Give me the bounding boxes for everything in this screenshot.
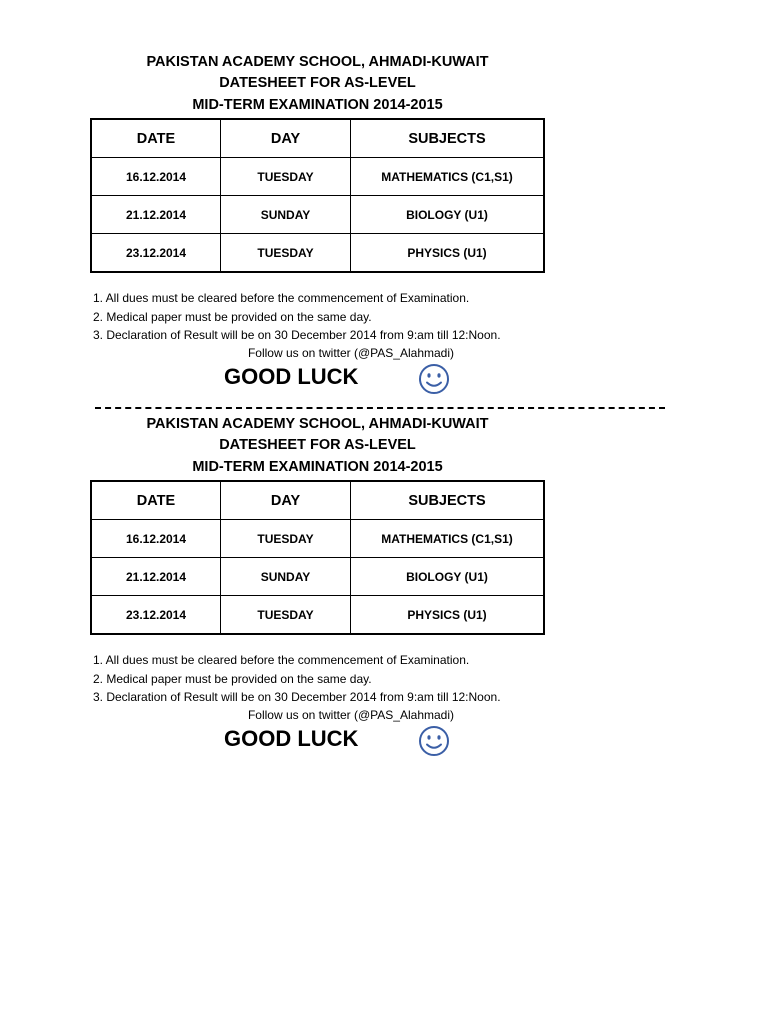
table-row: [91, 596, 544, 635]
cell-subject: BIOLOGY (U1): [351, 196, 545, 234]
instruction-item: 1. All dues must be cleared before the commencement of Examination.: [93, 291, 470, 305]
table-row: [91, 158, 544, 196]
table-header-row: [91, 119, 544, 158]
column-header-date: DATE: [91, 119, 221, 158]
datesheet-title: DATESHEET FOR AS-LEVEL: [219, 437, 416, 453]
instructions-list: [93, 289, 501, 345]
school-name: PAKISTAN ACADEMY SCHOOL, AHMADI-KUWAIT: [146, 54, 489, 70]
table-row: [91, 234, 544, 273]
table-row: [91, 558, 544, 596]
smiley-face-icon: [418, 725, 450, 757]
cell-date: 23.12.2014: [91, 234, 221, 273]
cell-day: TUESDAY: [221, 520, 351, 558]
column-header-subjects: SUBJECTS: [351, 119, 545, 158]
column-header-date: DATE: [91, 481, 221, 520]
cell-subject: PHYSICS (U1): [351, 596, 545, 635]
datesheet-title: DATESHEET FOR AS-LEVEL: [219, 75, 416, 91]
cell-subject: PHYSICS (U1): [351, 234, 545, 273]
instruction-item: 3. Declaration of Result will be on 30 December 2014 from 9:am till 12:Noon.: [93, 690, 501, 704]
good-luck-text: GOOD LUCK: [224, 726, 359, 751]
column-header-day: DAY: [221, 481, 351, 520]
cell-date: 21.12.2014: [91, 558, 221, 596]
cell-subject: MATHEMATICS (C1,S1): [351, 158, 545, 196]
cell-day: SUNDAY: [221, 196, 351, 234]
datesheet-slip-2: [0, 414, 768, 774]
exam-title: MID-TERM EXAMINATION 2014-2015: [192, 459, 443, 475]
cell-day: TUESDAY: [221, 234, 351, 273]
instruction-item: 2. Medical paper must be provided on the same day.: [93, 309, 372, 324]
exam-title: MID-TERM EXAMINATION 2014-2015: [192, 97, 443, 113]
cut-line-divider: [95, 407, 665, 409]
twitter-follow-text: Follow us on twitter (@PAS_Alahmadi): [247, 346, 455, 360]
table-row: [91, 196, 544, 234]
school-name: PAKISTAN ACADEMY SCHOOL, AHMADI-KUWAIT: [146, 416, 489, 432]
cell-day: TUESDAY: [221, 596, 351, 635]
instruction-item: 1. All dues must be cleared before the commencement of Examination.: [93, 653, 470, 667]
cell-day: TUESDAY: [221, 158, 351, 196]
instructions-list: [93, 651, 501, 707]
cell-date: 16.12.2014: [91, 520, 221, 558]
smiley-face-icon: [418, 363, 450, 395]
table-header-row: [91, 481, 544, 520]
good-luck-text: GOOD LUCK: [224, 364, 359, 389]
column-header-day: DAY: [221, 119, 351, 158]
cell-subject: MATHEMATICS (C1,S1): [351, 520, 545, 558]
cell-day: SUNDAY: [221, 558, 351, 596]
twitter-follow-text: Follow us on twitter (@PAS_Alahmadi): [247, 708, 455, 722]
instruction-item: 2. Medical paper must be provided on the same day.: [93, 671, 372, 686]
cell-date: 23.12.2014: [91, 596, 221, 635]
cell-date: 16.12.2014: [91, 158, 221, 196]
cell-date: 21.12.2014: [91, 196, 221, 234]
column-header-subjects: SUBJECTS: [351, 481, 545, 520]
table-row: [91, 520, 544, 558]
exam-schedule-table: [90, 118, 545, 273]
datesheet-slip-1: [0, 52, 768, 412]
exam-schedule-table: [90, 480, 545, 635]
cell-subject: BIOLOGY (U1): [351, 558, 545, 596]
instruction-item: 3. Declaration of Result will be on 30 December 2014 from 9:am till 12:Noon.: [93, 328, 501, 342]
